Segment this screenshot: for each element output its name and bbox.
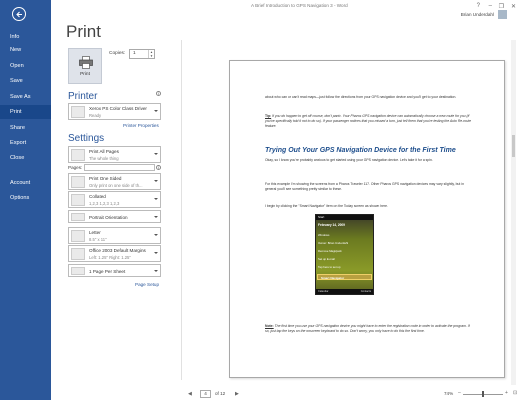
copies-value: 1	[133, 51, 136, 56]
preview-scrollbar[interactable]	[511, 40, 516, 385]
nav-item-close[interactable]: Close	[10, 155, 25, 161]
collated-icon	[71, 194, 85, 206]
paper-icon	[71, 230, 85, 242]
preview-page[interactable]	[229, 60, 505, 378]
info-icon[interactable]: i	[156, 165, 161, 170]
doc-paragraph	[265, 95, 475, 100]
device-bottom-bar	[316, 289, 373, 294]
page-title: Print	[66, 22, 101, 41]
setting-title: Letter	[89, 230, 101, 235]
nav-item-account[interactable]: Account	[10, 180, 31, 186]
paper-size-dropdown[interactable]	[68, 227, 161, 244]
backstage-nav	[0, 0, 51, 400]
page-per-sheet-icon	[71, 267, 85, 275]
note-label: Note:	[265, 324, 274, 328]
printer-status: Ready	[89, 113, 102, 118]
margins-icon	[71, 248, 85, 260]
device-softkey-right: Contacts	[360, 290, 371, 293]
device-row: Owner: Brian Underdahl	[318, 241, 349, 245]
nav-item-save-as[interactable]: Save As	[10, 94, 31, 100]
scrollbar-thumb[interactable]	[512, 135, 515, 157]
device-date: February 14, 2009	[318, 223, 345, 227]
setting-title: Portrait Orientation	[89, 215, 128, 220]
orientation-dropdown[interactable]	[68, 210, 161, 223]
device-softkey-left: Calendar	[318, 290, 329, 293]
gps-device-screenshot	[315, 214, 374, 295]
chevron-down-icon	[154, 180, 158, 182]
setting-title: Collated	[89, 194, 106, 199]
device-top-bar: Start	[316, 215, 373, 220]
doc-paragraph	[265, 158, 475, 163]
doc-tip	[265, 114, 475, 129]
info-icon[interactable]: i	[156, 91, 161, 96]
chevron-down-icon	[154, 252, 158, 254]
spin-arrows-icon[interactable]: ▲ ▼	[150, 50, 153, 58]
chevron-down-icon	[154, 270, 158, 272]
doc-note	[265, 324, 475, 334]
paragraph-text: I begin by clicking the "Smart Navigator" item on the Today screen as shown here.	[265, 204, 388, 208]
setting-title: 1 Page Per Sheet	[89, 269, 126, 274]
setting-subtitle: 1,2,3 1,2,3 1,2,3	[89, 201, 120, 206]
chevron-down-icon	[154, 198, 158, 200]
nav-item-new[interactable]: New	[10, 47, 22, 53]
page-setup-link[interactable]: Page Setup	[135, 282, 160, 287]
next-page-icon[interactable]: ▶	[235, 391, 239, 397]
avatar[interactable]	[498, 10, 507, 19]
nav-item-export[interactable]: Export	[10, 140, 27, 146]
nav-item-share[interactable]: Share	[10, 125, 25, 131]
chevron-down-icon	[154, 153, 158, 155]
back-arrow-icon[interactable]	[12, 7, 26, 21]
device-row: Remove Magicjack	[318, 249, 342, 253]
copies-stepper[interactable]	[129, 49, 155, 59]
nav-item-save[interactable]: Save	[10, 78, 23, 84]
print-range-dropdown[interactable]	[68, 146, 161, 163]
margins-dropdown[interactable]	[68, 245, 161, 262]
help-icon[interactable]: ?	[476, 3, 480, 9]
zoom-in-icon[interactable]: +	[505, 390, 508, 396]
print-button-label: Print	[80, 72, 90, 77]
pages-label: Pages:	[68, 165, 83, 170]
setting-title: Office 2003 Default Margins	[89, 248, 146, 253]
printer-heading: Printer	[68, 91, 98, 102]
restore-icon[interactable]: ❐	[498, 4, 504, 10]
collation-dropdown[interactable]	[68, 191, 161, 208]
chevron-down-icon	[154, 234, 158, 236]
chevron-down-icon	[154, 110, 158, 112]
section-heading: Trying Out Your GPS Navigation Device for the First Time	[265, 147, 456, 154]
page-number-input[interactable]: 4	[200, 390, 211, 398]
window-title: A Brief Introduction to GPS Navigation 3 - Word	[251, 3, 348, 8]
tip-text: If you do happen to get off course, don't panic. Your Pharos GPS navigation device can automatically choose a new route for you (if you've specifically told it not to do so). If your passenger notices that you missed a turn, just tell them that you're testing the Auto Re-route feature.	[265, 114, 472, 128]
settings-heading: Settings	[68, 133, 105, 144]
device-row: Set up E-mail	[318, 257, 335, 261]
setting-title: Print All Pages	[89, 149, 119, 154]
one-sided-icon	[71, 176, 85, 188]
device-row: Windows	[318, 233, 330, 237]
doc-heading	[265, 147, 475, 154]
fit-to-page-icon[interactable]: ⊡	[513, 390, 518, 396]
preview-status-bar	[182, 389, 520, 400]
printer-small-icon	[71, 106, 85, 118]
printer-name: Xerox PS Color Class Driver	[89, 106, 147, 111]
tip-label: Tip:	[265, 114, 272, 118]
doc-paragraph	[265, 182, 475, 192]
nav-item-options[interactable]: Options	[10, 195, 30, 201]
setting-subtitle: The whole thing	[89, 156, 119, 161]
pages-per-sheet-dropdown[interactable]	[68, 264, 161, 277]
nav-item-print[interactable]: Print	[0, 105, 51, 119]
paragraph-text: Okay, so I know you're probably anxious to get started using your GPS navigation device. Let's take it for a spin.	[265, 158, 433, 162]
close-icon[interactable]: ✕	[510, 4, 516, 10]
smart-navigator-row	[317, 274, 372, 280]
zoom-level[interactable]: 74%	[444, 391, 454, 396]
printer-properties-link[interactable]: Printer Properties	[123, 123, 159, 128]
doc-paragraph	[265, 204, 475, 209]
sides-dropdown[interactable]	[68, 173, 161, 190]
paragraph-text: about who can or can't read maps—just follow the directions from your GPS navigation device and you'll get to your destination.	[265, 95, 457, 99]
previous-page-icon[interactable]: ◀	[188, 391, 192, 397]
setting-subtitle: Left: 1.25" Right: 1.25"	[89, 255, 131, 260]
zoom-out-icon[interactable]: –	[458, 390, 461, 396]
nav-item-info[interactable]: Info	[10, 34, 20, 40]
paragraph-text: For this example I'm showing the screens from a Pharos Traveler 117. Other Pharos GPS navigation devices may vary slightly, but in general you'll see something pretty similar to these.	[265, 182, 464, 191]
user-name[interactable]: Brian Underdahl	[460, 12, 494, 17]
minimize-icon[interactable]: –	[488, 3, 492, 9]
device-row: Tap here to set up	[318, 265, 341, 269]
smart-navigator-label: Smart Navigator	[321, 276, 345, 280]
note-text: The first time you use your GPS navigation device you might have to enter the registration code in order to activate the program. If so, just tap the keys on the onscreen keyboard to do so. Don't worry, you only have to do this the first time.	[265, 324, 470, 333]
print-button[interactable]	[68, 48, 102, 84]
zoom-slider-thumb[interactable]	[482, 391, 484, 397]
portrait-icon	[71, 213, 85, 221]
pages-icon	[71, 149, 85, 161]
copies-label: Copies:	[109, 51, 126, 56]
pages-input[interactable]	[84, 164, 155, 171]
printer-dropdown[interactable]	[68, 103, 161, 120]
nav-item-open[interactable]: Open	[10, 63, 24, 69]
title-bar	[51, 0, 520, 20]
chevron-down-icon	[154, 216, 158, 218]
setting-subtitle: Only print on one side of th...	[89, 183, 143, 188]
setting-subtitle: 8.5" x 11"	[89, 237, 107, 242]
page-count: of 12	[215, 391, 226, 396]
setting-title: Print One Sided	[89, 176, 122, 181]
